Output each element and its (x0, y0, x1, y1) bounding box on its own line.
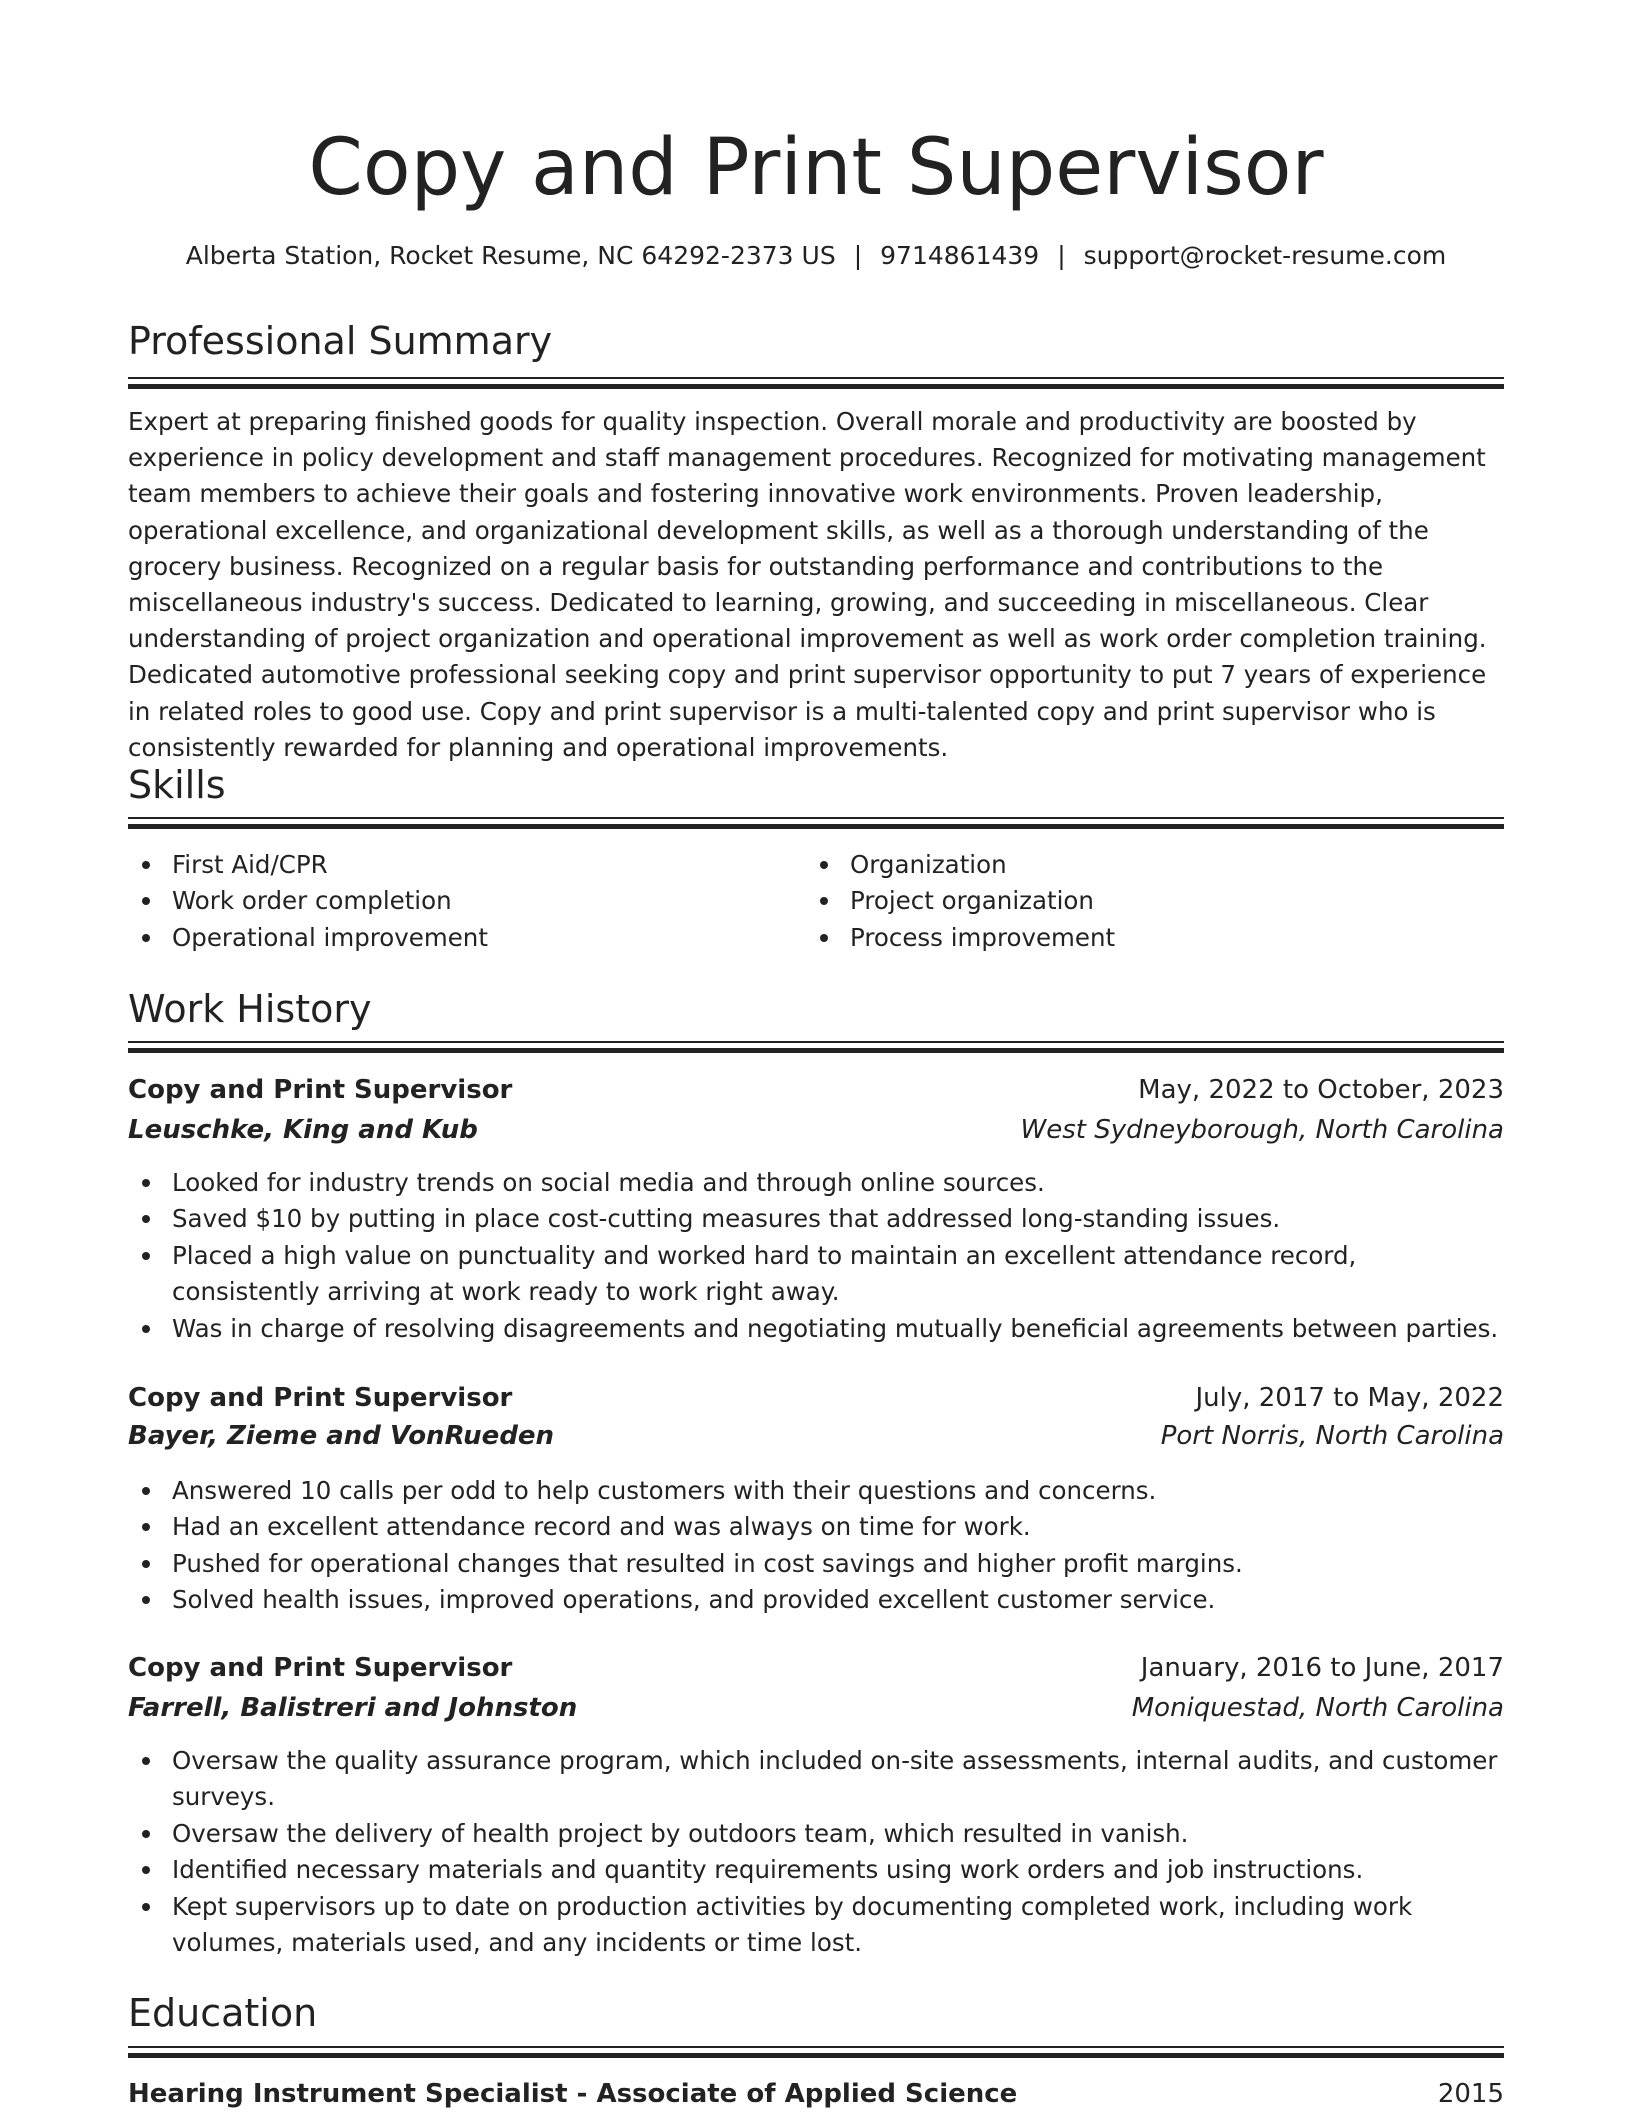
section-title-education: Education (128, 1991, 318, 2035)
job-bullet: Oversaw the quality assurance program, which included on-site assessments, internal audits, and customer surveys. (128, 1743, 1504, 1816)
job-dates: January, 2016 to June, 2017 (1140, 1653, 1504, 1683)
job-dates: July, 2017 to May, 2022 (1195, 1383, 1504, 1413)
contact-line (128, 236, 1504, 276)
skill-item: First Aid/CPR (128, 847, 788, 883)
section-title-skills: Skills (128, 763, 226, 807)
education-year: 2015 (1437, 2079, 1504, 2109)
job-bullets (128, 1743, 1504, 1961)
job-bullet: Was in charge of resolving disagreements and negotiating mutually beneficial agreements between parties. (128, 1311, 1504, 1347)
job-location: Moniquestad, North Carolina (1131, 1693, 1504, 1723)
section-divider (128, 377, 1504, 391)
section-divider (128, 1041, 1504, 1055)
education-degree: Hearing Instrument Specialist - Associate of Applied Science (128, 2079, 1018, 2109)
job-bullet: Answered 10 calls per odd to help customers with their questions and concerns. (128, 1473, 1504, 1509)
job-bullet: Looked for industry trends on social media and through online sources. (128, 1165, 1504, 1201)
section-title-summary: Professional Summary (128, 319, 553, 363)
job-location: West Sydneyborough, North Carolina (1020, 1115, 1504, 1145)
job-bullet: Had an excellent attendance record and was always on time for work. (128, 1509, 1504, 1545)
skills-list-left (128, 847, 788, 956)
job-bullets (128, 1165, 1504, 1347)
contact-separator: | (853, 241, 863, 270)
job-bullet: Pushed for operational changes that resulted in cost savings and higher profit margins. (128, 1546, 1504, 1582)
contact-email: support@rocket-resume.com (1083, 241, 1447, 270)
job-title: Copy and Print Supervisor (128, 1075, 513, 1105)
contact-phone: 9714861439 (880, 241, 1040, 270)
job-bullet: Identified necessary materials and quantity requirements using work orders and job instructions. (128, 1852, 1504, 1888)
job-company: Leuschke, King and Kub (128, 1115, 478, 1145)
job-bullet: Kept supervisors up to date on production activities by documenting completed work, including work volumes, materials used, and any incidents or time lost. (128, 1889, 1504, 1962)
section-divider (128, 2046, 1504, 2060)
skill-item: Work order completion (128, 883, 788, 919)
summary-text: Expert at preparing finished goods for quality inspection. Overall morale and productivity are boosted by experience in policy development and staff management procedures. Recognized for motivating management team members to achieve their goals and fostering innovative work environments. Proven leadership, operational excellence, and organizational development skills, as well as a thorough understanding of the grocery business. Recognized on a regular basis for outstanding performance and contributions to the miscellaneous industry's success. Dedicated to learning, growing, and succeeding in miscellaneous. Clear understanding of project organization and operational improvement as well as work order completion training. Dedicated automotive professional seeking copy and print supervisor opportunity to put 7 years of experience in related roles to good use. Copy and print supervisor is a multi-talented copy and print supervisor who is consistently rewarded for planning and operational improvements. (128, 407, 1487, 762)
job-dates: May, 2022 to October, 2023 (1138, 1075, 1504, 1105)
job-bullet: Solved health issues, improved operations, and provided excellent customer service. (128, 1582, 1504, 1618)
job-company: Bayer, Zieme and VonRueden (128, 1421, 555, 1451)
job-location: Port Norris, North Carolina (1160, 1421, 1504, 1451)
skill-item: Organization (806, 847, 1504, 883)
job-bullet: Placed a high value on punctuality and worked hard to maintain an excellent attendance record, consistently arriving at work ready to work right away. (128, 1238, 1504, 1311)
job-title: Copy and Print Supervisor (128, 1383, 513, 1413)
job-bullet: Saved $10 by putting in place cost-cutting measures that addressed long-standing issues. (128, 1201, 1504, 1237)
job-company: Farrell, Balistreri and Johnston (128, 1693, 578, 1723)
section-divider (128, 817, 1504, 831)
skill-item: Process improvement (806, 920, 1504, 956)
job-title: Copy and Print Supervisor (128, 1653, 513, 1683)
contact-address: Alberta Station, Rocket Resume, NC 64292-2373 US (185, 241, 836, 270)
skill-item: Operational improvement (128, 920, 788, 956)
job-bullet: Oversaw the delivery of health project by outdoors team, which resulted in vanish. (128, 1816, 1504, 1852)
skills-list-right (806, 847, 1504, 956)
contact-separator: | (1057, 241, 1066, 270)
section-title-work-history: Work History (128, 987, 372, 1031)
skill-item: Project organization (806, 883, 1504, 919)
job-bullets (128, 1473, 1504, 1619)
candidate-name: Copy and Print Supervisor (308, 123, 1324, 213)
